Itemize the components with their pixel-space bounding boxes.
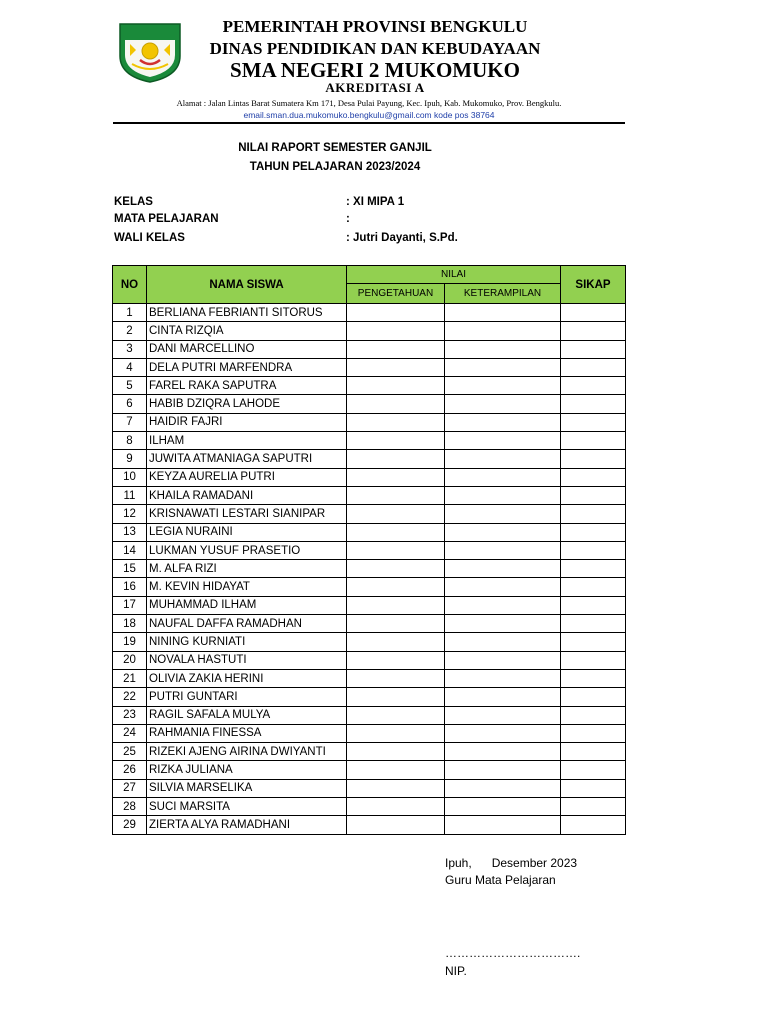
student-name: HABIB DZIQRA LAHODE	[147, 395, 347, 413]
student-name: NOVALA HASTUTI	[147, 651, 347, 669]
table-row	[113, 358, 626, 376]
grade-sikap-cell	[561, 578, 626, 596]
student-name: MUHAMMAD ILHAM	[147, 596, 347, 614]
signature-nip: NIP.	[445, 964, 467, 978]
row-number: 2	[113, 322, 147, 340]
student-name: SUCI MARSITA	[147, 798, 347, 816]
grade-pengetahuan-cell	[347, 322, 445, 340]
grade-sikap-cell	[561, 816, 626, 834]
grade-pengetahuan-cell	[347, 816, 445, 834]
grade-pengetahuan-cell	[347, 669, 445, 687]
row-number: 13	[113, 523, 147, 541]
signature-place-date: Ipuh, Desember 2023	[445, 856, 578, 870]
row-number: 8	[113, 432, 147, 450]
row-number: 7	[113, 413, 147, 431]
table-row	[113, 304, 626, 322]
grade-sikap-cell	[561, 706, 626, 724]
signature-role: Guru Mata Pelajaran	[445, 873, 556, 887]
grade-keterampilan-cell	[445, 816, 561, 834]
row-number: 23	[113, 706, 147, 724]
grade-sikap-cell	[561, 615, 626, 633]
row-number: 21	[113, 669, 147, 687]
row-number: 4	[113, 358, 147, 376]
grade-pengetahuan-cell	[347, 304, 445, 322]
student-name: LUKMAN YUSUF PRASETIO	[147, 541, 347, 559]
table-row	[113, 596, 626, 614]
student-name: KRISNAWATI LESTARI SIANIPAR	[147, 505, 347, 523]
student-name: M. KEVIN HIDAYAT	[147, 578, 347, 596]
col-name-header: NAMA SISWA	[147, 266, 347, 304]
grade-keterampilan-cell	[445, 413, 561, 431]
grade-sikap-cell	[561, 377, 626, 395]
grade-pengetahuan-cell	[347, 633, 445, 651]
table-row	[113, 743, 626, 761]
grade-pengetahuan-cell	[347, 395, 445, 413]
grade-sikap-cell	[561, 413, 626, 431]
grade-pengetahuan-cell	[347, 541, 445, 559]
grade-keterampilan-cell	[445, 688, 561, 706]
grade-sikap-cell	[561, 633, 626, 651]
grade-pengetahuan-cell	[347, 468, 445, 486]
table-row	[113, 615, 626, 633]
student-name: KHAILA RAMADANI	[147, 486, 347, 504]
row-number: 5	[113, 377, 147, 395]
grade-keterampilan-cell	[445, 743, 561, 761]
grade-keterampilan-cell	[445, 761, 561, 779]
table-row	[113, 377, 626, 395]
table-row	[113, 761, 626, 779]
grade-keterampilan-cell	[445, 798, 561, 816]
row-number: 29	[113, 816, 147, 834]
grade-pengetahuan-cell	[347, 413, 445, 431]
grade-sikap-cell	[561, 486, 626, 504]
col-pengetahuan-header: PENGETAHUAN	[347, 284, 445, 304]
student-name: BERLIANA FEBRIANTI SITORUS	[147, 304, 347, 322]
header-school-name: SMA NEGERI 2 MUKOMUKO	[230, 58, 520, 82]
table-row	[113, 578, 626, 596]
header-accreditation: AKREDITASI A	[325, 80, 425, 95]
grade-keterampilan-cell	[445, 304, 561, 322]
grade-pengetahuan-cell	[347, 340, 445, 358]
header-contact: email.sman.dua.mukomuko.bengkulu@gmail.com kode pos 38764	[243, 110, 495, 120]
grade-pengetahuan-cell	[347, 779, 445, 797]
grade-keterampilan-cell	[445, 505, 561, 523]
mapel-value: :	[346, 213, 350, 225]
table-row	[113, 779, 626, 797]
student-name: FAREL RAKA SAPUTRA	[147, 377, 347, 395]
wali-label: WALI KELAS	[114, 232, 185, 244]
col-sikap-header: SIKAP	[561, 266, 626, 304]
grade-keterampilan-cell	[445, 596, 561, 614]
grade-sikap-cell	[561, 743, 626, 761]
table-row	[113, 688, 626, 706]
grade-keterampilan-cell	[445, 395, 561, 413]
document-title: NILAI RAPORT SEMESTER GANJIL	[238, 142, 432, 154]
grade-pengetahuan-cell	[347, 523, 445, 541]
row-number: 10	[113, 468, 147, 486]
table-row	[113, 486, 626, 504]
student-name: NINING KURNIATI	[147, 633, 347, 651]
grade-sikap-cell	[561, 304, 626, 322]
document-subtitle: TAHUN PELAJARAN 2023/2024	[249, 161, 421, 173]
table-row	[113, 798, 626, 816]
grade-sikap-cell	[561, 340, 626, 358]
grade-keterampilan-cell	[445, 724, 561, 742]
grade-sikap-cell	[561, 505, 626, 523]
table-row	[113, 432, 626, 450]
grade-pengetahuan-cell	[347, 688, 445, 706]
student-name: NAUFAL DAFFA RAMADHAN	[147, 615, 347, 633]
grade-sikap-cell	[561, 560, 626, 578]
grade-keterampilan-cell	[445, 486, 561, 504]
table-row	[113, 413, 626, 431]
grade-keterampilan-cell	[445, 578, 561, 596]
table-row	[113, 669, 626, 687]
grade-pengetahuan-cell	[347, 578, 445, 596]
row-number: 14	[113, 541, 147, 559]
student-name: DELA PUTRI MARFENDRA	[147, 358, 347, 376]
row-number: 17	[113, 596, 147, 614]
student-name: RIZEKI AJENG AIRINA DWIYANTI	[147, 743, 347, 761]
kelas-value: : XI MIPA 1	[346, 196, 405, 208]
table-row	[113, 468, 626, 486]
table-row	[113, 450, 626, 468]
grade-keterampilan-cell	[445, 633, 561, 651]
table-row	[113, 651, 626, 669]
grade-keterampilan-cell	[445, 468, 561, 486]
grade-pengetahuan-cell	[347, 798, 445, 816]
grade-pengetahuan-cell	[347, 615, 445, 633]
row-number: 27	[113, 779, 147, 797]
grades-table-body	[113, 304, 626, 835]
student-name: HAIDIR FAJRI	[147, 413, 347, 431]
student-name: OLIVIA ZAKIA HERINI	[147, 669, 347, 687]
student-name: KEYZA AURELIA PUTRI	[147, 468, 347, 486]
table-row	[113, 560, 626, 578]
row-number: 11	[113, 486, 147, 504]
student-name: RAHMANIA FINESSA	[147, 724, 347, 742]
student-name: RIZKA JULIANA	[147, 761, 347, 779]
student-name: ZIERTA ALYA RAMADHANI	[147, 816, 347, 834]
row-number: 6	[113, 395, 147, 413]
student-name: ILHAM	[147, 432, 347, 450]
kelas-label: KELAS	[114, 196, 153, 208]
grade-sikap-cell	[561, 669, 626, 687]
row-number: 12	[113, 505, 147, 523]
grade-keterampilan-cell	[445, 779, 561, 797]
table-row	[113, 633, 626, 651]
row-number: 9	[113, 450, 147, 468]
grade-sikap-cell	[561, 432, 626, 450]
table-row	[113, 322, 626, 340]
grades-table	[112, 265, 626, 835]
header-address: Alamat : Jalan Lintas Barat Sumatera Km 171, Desa Pulai Payung, Kec. Ipuh, Kab. Mukomuko, Prov. Bengkulu.	[176, 98, 562, 108]
student-name: M. ALFA RIZI	[147, 560, 347, 578]
grade-keterampilan-cell	[445, 651, 561, 669]
header-government: PEMERINTAH PROVINSI BENGKULU	[222, 17, 528, 36]
col-nilai-header: NILAI	[347, 266, 561, 284]
table-row	[113, 340, 626, 358]
student-name: RAGIL SAFALA MULYA	[147, 706, 347, 724]
grade-sikap-cell	[561, 779, 626, 797]
row-number: 25	[113, 743, 147, 761]
grade-keterampilan-cell	[445, 450, 561, 468]
table-row	[113, 395, 626, 413]
row-number: 19	[113, 633, 147, 651]
grade-sikap-cell	[561, 358, 626, 376]
grade-keterampilan-cell	[445, 560, 561, 578]
table-row	[113, 541, 626, 559]
grade-keterampilan-cell	[445, 669, 561, 687]
grade-pengetahuan-cell	[347, 486, 445, 504]
student-name: PUTRI GUNTARI	[147, 688, 347, 706]
row-number: 15	[113, 560, 147, 578]
grade-keterampilan-cell	[445, 340, 561, 358]
grade-pengetahuan-cell	[347, 743, 445, 761]
student-name: DANI MARCELLINO	[147, 340, 347, 358]
row-number: 24	[113, 724, 147, 742]
grade-keterampilan-cell	[445, 377, 561, 395]
col-keterampilan-header: KETERAMPILAN	[445, 284, 561, 304]
grade-sikap-cell	[561, 724, 626, 742]
grade-keterampilan-cell	[445, 523, 561, 541]
row-number: 16	[113, 578, 147, 596]
wali-value: : Jutri Dayanti, S.Pd.	[346, 232, 458, 244]
grade-sikap-cell	[561, 322, 626, 340]
provincial-coat-of-arms-icon	[116, 20, 184, 84]
col-no-header: NO	[113, 266, 147, 304]
grade-pengetahuan-cell	[347, 560, 445, 578]
grade-pengetahuan-cell	[347, 358, 445, 376]
row-number: 20	[113, 651, 147, 669]
table-row	[113, 706, 626, 724]
grade-pengetahuan-cell	[347, 761, 445, 779]
grade-sikap-cell	[561, 523, 626, 541]
grade-sikap-cell	[561, 596, 626, 614]
row-number: 3	[113, 340, 147, 358]
table-row	[113, 724, 626, 742]
grade-pengetahuan-cell	[347, 724, 445, 742]
row-number: 1	[113, 304, 147, 322]
grade-sikap-cell	[561, 541, 626, 559]
grade-keterampilan-cell	[445, 322, 561, 340]
table-row	[113, 816, 626, 834]
header-department: DINAS PENDIDIKAN DAN KEBUDAYAAN	[209, 39, 541, 58]
table-row	[113, 505, 626, 523]
student-name: LEGIA NURAINI	[147, 523, 347, 541]
grade-keterampilan-cell	[445, 432, 561, 450]
row-number: 26	[113, 761, 147, 779]
grade-pengetahuan-cell	[347, 596, 445, 614]
grade-sikap-cell	[561, 761, 626, 779]
grade-sikap-cell	[561, 468, 626, 486]
row-number: 22	[113, 688, 147, 706]
table-row	[113, 523, 626, 541]
student-name: CINTA RIZQIA	[147, 322, 347, 340]
grade-sikap-cell	[561, 688, 626, 706]
grade-pengetahuan-cell	[347, 505, 445, 523]
grade-pengetahuan-cell	[347, 377, 445, 395]
grade-keterampilan-cell	[445, 615, 561, 633]
grade-keterampilan-cell	[445, 358, 561, 376]
grade-keterampilan-cell	[445, 541, 561, 559]
grade-pengetahuan-cell	[347, 450, 445, 468]
grade-pengetahuan-cell	[347, 651, 445, 669]
mapel-label: MATA PELAJARAN	[114, 213, 219, 225]
grade-keterampilan-cell	[445, 706, 561, 724]
grade-pengetahuan-cell	[347, 706, 445, 724]
grade-sikap-cell	[561, 395, 626, 413]
student-name: JUWITA ATMANIAGA SAPUTRI	[147, 450, 347, 468]
student-name: SILVIA MARSELIKA	[147, 779, 347, 797]
header-divider	[113, 122, 625, 124]
grade-sikap-cell	[561, 798, 626, 816]
grade-sikap-cell	[561, 450, 626, 468]
row-number: 28	[113, 798, 147, 816]
signature-line: …………………………….	[445, 946, 581, 960]
grade-sikap-cell	[561, 651, 626, 669]
grade-pengetahuan-cell	[347, 432, 445, 450]
row-number: 18	[113, 615, 147, 633]
